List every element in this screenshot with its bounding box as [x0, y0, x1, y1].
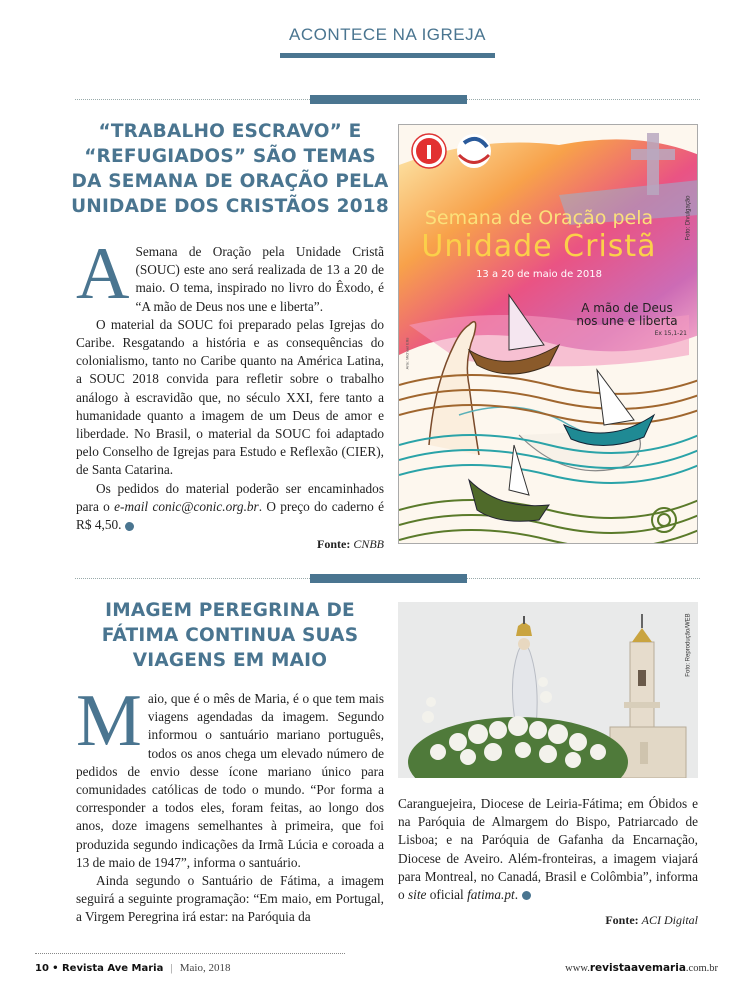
- fatima-photo: [398, 602, 698, 778]
- cross-icon: [647, 133, 659, 195]
- email-label: e-mail: [114, 498, 149, 514]
- article2-paragraph: [76, 680, 384, 872]
- footer-separator: |: [170, 963, 173, 974]
- poster-title-line2: Unidade Cristã: [421, 229, 657, 264]
- article2-headline: [70, 598, 390, 673]
- poster-date: 13 a 20 de maio de 2018: [476, 269, 602, 280]
- article1-paragraph: [76, 233, 384, 316]
- headline-line: “TRABALHO ESCRAVO” E: [98, 121, 362, 142]
- paragraph-text: . O preço do caderno é R$ 4,50.: [76, 498, 385, 533]
- paragraph-text: .: [514, 887, 519, 903]
- photo-credit: Foto: Divulgação: [685, 195, 692, 241]
- headline-line: UNIDADE DOS CRISTÃOS 2018: [71, 196, 389, 217]
- url-prefix: www.: [565, 963, 590, 974]
- quote-line: nos une e liberta: [576, 314, 678, 328]
- end-bullet-icon: [125, 522, 134, 531]
- source-label: Fonte:: [317, 537, 351, 551]
- footer-divider: [35, 953, 345, 954]
- issue-date: Maio, 2018: [179, 962, 231, 974]
- article2-source: [500, 913, 698, 928]
- article-divider: [75, 99, 700, 100]
- poster-reference: Ex 15,1-21: [654, 330, 687, 337]
- source-label: Fonte:: [605, 913, 639, 927]
- site-label: site: [407, 887, 427, 903]
- article1-headline: [70, 119, 390, 219]
- source-value: CNBB: [353, 537, 384, 551]
- photo-art: [398, 602, 698, 778]
- article1-paragraph: O material da SOUC foi preparado pelas Igrejas do Caribe. Resgatando a história e as consequências do colonialismo, tanto no Caribe quanto na América Latina, a SOUC 2018 convida para refletir sobre o trabalho análogo à escravidão que, no século XXI, fere tanto a humanidade quanto a imagem de um Deus de amor e liberdade. No Brasil, o material da SOUC foi adaptado pelo Conselho de Igrejas para Estudo e Reflexão (CIER), de Santa Catarina.: [76, 316, 384, 478]
- tower-icon: [630, 642, 654, 732]
- divider-bar: [310, 95, 467, 104]
- poster-title-line1: Semana de Oração pela: [424, 207, 654, 229]
- paragraph-text: oficial: [426, 887, 468, 903]
- dropcap: M: [76, 680, 142, 762]
- site-link[interactable]: fatima.pt: [467, 887, 515, 903]
- dropcap: A: [76, 233, 130, 315]
- article1-paragraph: [76, 480, 384, 535]
- article2-paragraph: Ainda segundo o Santuário de Fátima, a imagem seguirá a seguinte programação: “Em maio, em Portugal, a Virgem Peregrina irá estar: na Paróquia da: [76, 873, 384, 925]
- url-brand: revistaavemaria: [589, 962, 686, 974]
- page-number: 10: [35, 963, 49, 974]
- poster-quote: [567, 302, 687, 328]
- article1-body: [76, 233, 385, 534]
- email-link[interactable]: conic@conic.org.br: [152, 498, 259, 514]
- article2-paragraph: [398, 795, 698, 904]
- section-header: [280, 25, 495, 45]
- end-bullet-icon: [522, 891, 531, 900]
- divider-bar: [310, 574, 467, 583]
- source-value: ACI Digital: [641, 913, 698, 927]
- footer-left: [35, 962, 230, 974]
- poster-image: [398, 124, 698, 544]
- paragraph-text: Caranguejeira, Diocese de Leiria-Fátima; em Óbidos e na Paróquia de Almargem do Bispo, Patriarcado de Lisboa; e na Paróquia de Gafanha da Encarnação, Diocese de Aveiro. Além-fronteiras, a imagem viajará para Montreal, no Canadá, Brasil e Colômbia”, informa o: [398, 796, 698, 903]
- article-divider: [75, 578, 700, 579]
- headline-line: “REFUGIADOS” SÃO TEMAS: [84, 146, 376, 167]
- headline-line: FÁTIMA CONTINUA SUAS: [101, 625, 359, 646]
- paragraph-text: Semana de Oração pela Unidade Cristã (SOUC) este ano será realizada de 13 a 20 de maio. O tema, inspirado no livro do Êxodo, é “A mão de Deus nos une e liberta”.: [135, 244, 384, 314]
- art-credit: Arte: Michael Ellis: [404, 337, 410, 370]
- section-title: ACONTECE NA IGREJA: [289, 25, 486, 44]
- article1-source: [200, 537, 384, 552]
- section-underline: [280, 53, 495, 58]
- article2-body-col2: [398, 795, 698, 904]
- headline-line: VIAGENS EM MAIO: [132, 650, 328, 671]
- website-link[interactable]: [565, 962, 718, 974]
- headline-line: IMAGEM PEREGRINA DE: [105, 600, 355, 621]
- url-suffix: .com.br: [685, 963, 718, 974]
- headline-line: DA SEMANA DE ORAÇÃO PELA: [71, 171, 389, 192]
- paragraph-text: aio, que é o mês de Maria, é o que tem mais viagens agendadas da imagem. Segundo informou o santuário mariano português, todos os anos chega um elevado número de pedidos de envio desse ícone mariano único para comunidades católicas de todo o mundo. “Por forma a corresponder a todos eles, foram feitas, ao longo dos anos, doze imagens semelhantes à primeira, que foi produzida segundo indicações da Irmã Lúcia e coroada a 13 de maio de 1947”, informa o santuário.: [76, 691, 384, 870]
- paragraph-text: Os pedidos do material poderão ser encaminhados para o: [76, 480, 384, 514]
- article2-body-col1: [76, 680, 384, 927]
- magazine-name: • Revista Ave Maria: [52, 963, 164, 974]
- quote-line: A mão de Deus: [581, 301, 673, 315]
- poster-art: [399, 125, 698, 544]
- photo-credit: Foto: Reprodução/WEB: [685, 613, 692, 677]
